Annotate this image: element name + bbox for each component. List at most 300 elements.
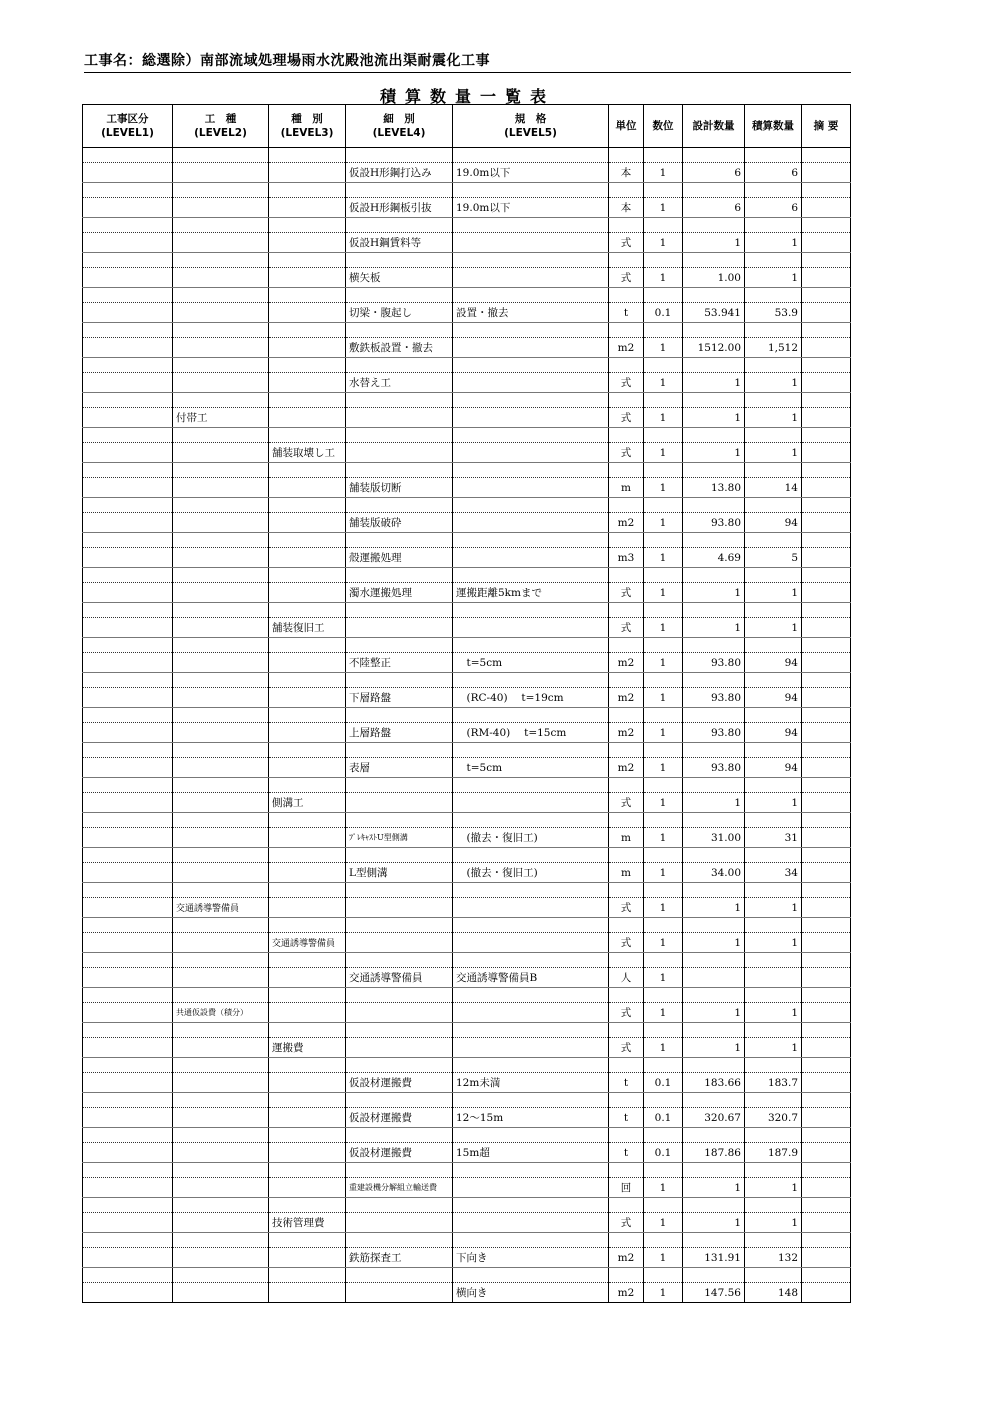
table-row <box>83 303 851 323</box>
spacer-cell <box>609 883 644 898</box>
remarks-cell <box>802 303 851 323</box>
spacer-cell <box>802 988 851 1003</box>
table-row <box>83 723 851 743</box>
spacer-cell <box>83 1023 173 1038</box>
spacer-cell <box>683 603 745 618</box>
spacer-cell <box>609 813 644 828</box>
level2-cell <box>173 688 269 708</box>
level5-cell: 19.0m以下 <box>453 163 609 183</box>
level3-cell <box>269 898 346 918</box>
spacer-cell <box>609 1023 644 1038</box>
unit-cell: 式 <box>609 1213 644 1233</box>
spacer-cell <box>644 953 683 968</box>
level3-cell <box>269 548 346 568</box>
remarks-cell <box>802 338 851 358</box>
level3-cell: 交通誘導警備員 <box>269 933 346 953</box>
spacer-row <box>83 638 851 653</box>
spacer-cell <box>745 708 802 723</box>
spacer-cell <box>83 1093 173 1108</box>
spacer-cell <box>609 393 644 408</box>
spacer-cell <box>745 778 802 793</box>
calc-qty-cell: 1 <box>745 583 802 603</box>
spacer-cell <box>453 988 609 1003</box>
level2-cell <box>173 338 269 358</box>
spacer-cell <box>83 918 173 933</box>
spacer-cell <box>269 1128 346 1143</box>
spacer-row <box>83 778 851 793</box>
table-row <box>83 443 851 463</box>
digit-cell: 1 <box>644 723 683 743</box>
remarks-cell <box>802 1108 851 1128</box>
calc-qty-cell: 1 <box>745 618 802 638</box>
spacer-cell <box>802 953 851 968</box>
spacer-cell <box>269 603 346 618</box>
level3-cell <box>269 653 346 673</box>
spacer-cell <box>346 848 453 863</box>
spacer-cell <box>745 498 802 513</box>
level2-cell <box>173 758 269 778</box>
spacer-cell <box>83 778 173 793</box>
design-qty-cell: 6 <box>683 163 745 183</box>
spacer-cell <box>745 358 802 373</box>
design-qty-cell: 93.80 <box>683 758 745 778</box>
spacer-cell <box>173 918 269 933</box>
spacer-cell <box>609 323 644 338</box>
spacer-cell <box>83 1128 173 1143</box>
level1-cell <box>83 1143 173 1163</box>
spacer-cell <box>173 883 269 898</box>
spacer-cell <box>83 218 173 233</box>
spacer-cell <box>609 603 644 618</box>
spacer-cell <box>745 183 802 198</box>
spacer-cell <box>269 1268 346 1283</box>
level4-cell: 交通誘導警備員 <box>346 968 453 988</box>
spacer-cell <box>802 183 851 198</box>
spacer-cell <box>346 1198 453 1213</box>
spacer-cell <box>802 393 851 408</box>
level5-cell <box>453 548 609 568</box>
col-design-qty-header <box>683 105 745 148</box>
level2-cell <box>173 1213 269 1233</box>
spacer-cell <box>683 428 745 443</box>
spacer-cell <box>83 253 173 268</box>
unit-cell: m2 <box>609 513 644 533</box>
spacer-row <box>83 1163 851 1178</box>
remarks-cell <box>802 513 851 533</box>
calc-qty-cell: 1 <box>745 443 802 463</box>
digit-cell: 0.1 <box>644 1143 683 1163</box>
spacer-cell <box>83 323 173 338</box>
level5-cell <box>453 793 609 813</box>
table-row <box>83 688 851 708</box>
remarks-cell <box>802 653 851 673</box>
design-qty-cell: 1 <box>683 443 745 463</box>
spacer-cell <box>683 743 745 758</box>
spacer-cell <box>683 568 745 583</box>
spacer-cell <box>802 1058 851 1073</box>
remarks-cell <box>802 548 851 568</box>
spacer-cell <box>644 463 683 478</box>
header-sublabel: (LEVEL2) <box>194 127 247 139</box>
spacer-cell <box>609 988 644 1003</box>
spacer-cell <box>644 428 683 443</box>
design-qty-cell: 53.941 <box>683 303 745 323</box>
calc-qty-cell: 1 <box>745 408 802 428</box>
level3-cell: 舗装復旧工 <box>269 618 346 638</box>
spacer-cell <box>453 253 609 268</box>
level5-cell <box>453 338 609 358</box>
level5-cell: (撤去・復旧工) <box>453 828 609 848</box>
spacer-row <box>83 323 851 338</box>
spacer-cell <box>644 813 683 828</box>
table-row <box>83 163 851 183</box>
unit-cell: 式 <box>609 583 644 603</box>
spacer-cell <box>802 813 851 828</box>
spacer-cell <box>453 1128 609 1143</box>
spacer-cell <box>802 463 851 478</box>
level3-cell <box>269 408 346 428</box>
spacer-cell <box>173 1128 269 1143</box>
level3-cell <box>269 338 346 358</box>
digit-cell: 0.1 <box>644 303 683 323</box>
level4-cell <box>346 443 453 463</box>
level1-cell <box>83 1213 173 1233</box>
spacer-row <box>83 848 851 863</box>
level3-cell: 技術管理費 <box>269 1213 346 1233</box>
digit-cell: 0.1 <box>644 1073 683 1093</box>
level5-cell <box>453 1003 609 1023</box>
level2-cell <box>173 373 269 393</box>
spacer-cell <box>609 1058 644 1073</box>
digit-cell: 1 <box>644 198 683 218</box>
calc-qty-cell: 1 <box>745 1038 802 1058</box>
design-qty-cell: 1 <box>683 1178 745 1198</box>
level3-cell <box>269 1283 346 1303</box>
level3-cell <box>269 233 346 253</box>
level3-cell <box>269 198 346 218</box>
spacer-row <box>83 813 851 828</box>
spacer-cell <box>453 428 609 443</box>
level5-cell <box>453 478 609 498</box>
table-row <box>83 1178 851 1198</box>
unit-cell: 本 <box>609 198 644 218</box>
spacer-cell <box>269 1058 346 1073</box>
spacer-cell <box>683 883 745 898</box>
spacer-row <box>83 533 851 548</box>
level1-cell <box>83 548 173 568</box>
spacer-cell <box>269 288 346 303</box>
design-qty-cell: 1 <box>683 583 745 603</box>
spacer-cell <box>683 288 745 303</box>
unit-cell: t <box>609 1108 644 1128</box>
spacer-row <box>83 288 851 303</box>
digit-cell: 1 <box>644 373 683 393</box>
spacer-cell <box>83 428 173 443</box>
unit-cell: 式 <box>609 1038 644 1058</box>
spacer-cell <box>83 1198 173 1213</box>
spacer-cell <box>83 813 173 828</box>
spacer-cell <box>83 708 173 723</box>
spacer-cell <box>802 1268 851 1283</box>
level2-cell <box>173 828 269 848</box>
spacer-cell <box>683 1163 745 1178</box>
unit-cell: 式 <box>609 443 644 463</box>
level1-cell <box>83 198 173 218</box>
level4-cell: 不陸整正 <box>346 653 453 673</box>
spacer-cell <box>346 463 453 478</box>
project-title: 工事名：総選除）南部流域処理場雨水沈殿池流出渠耐震化工事 <box>84 53 490 69</box>
design-qty-cell: 6 <box>683 198 745 218</box>
spacer-cell <box>269 1233 346 1248</box>
spacer-cell <box>609 673 644 688</box>
spacer-cell <box>269 638 346 653</box>
spacer-cell <box>346 988 453 1003</box>
spacer-cell <box>453 323 609 338</box>
spacer-cell <box>346 673 453 688</box>
table-row <box>83 828 851 848</box>
spacer-cell <box>453 218 609 233</box>
document-title: 積算数量一覧表 <box>379 87 555 106</box>
spacer-cell <box>269 148 346 163</box>
spacer-cell <box>269 1023 346 1038</box>
spacer-cell <box>453 918 609 933</box>
spacer-cell <box>683 358 745 373</box>
spacer-cell <box>83 148 173 163</box>
spacer-cell <box>269 568 346 583</box>
spacer-cell <box>802 673 851 688</box>
spacer-cell <box>346 323 453 338</box>
spacer-cell <box>83 1233 173 1248</box>
spacer-row <box>83 918 851 933</box>
col-level4-header <box>346 105 453 148</box>
spacer-cell <box>609 1268 644 1283</box>
unit-cell: t <box>609 303 644 323</box>
design-qty-cell: 1 <box>683 1038 745 1058</box>
spacer-cell <box>609 358 644 373</box>
spacer-row <box>83 953 851 968</box>
level2-cell <box>173 618 269 638</box>
spacer-cell <box>644 1268 683 1283</box>
table-row <box>83 898 851 918</box>
spacer-cell <box>802 918 851 933</box>
level5-cell <box>453 233 609 253</box>
level2-cell <box>173 1108 269 1128</box>
level1-cell <box>83 968 173 988</box>
spacer-row <box>83 1268 851 1283</box>
spacer-cell <box>802 708 851 723</box>
design-qty-cell: 13.80 <box>683 478 745 498</box>
design-qty-cell: 4.69 <box>683 548 745 568</box>
level5-cell <box>453 443 609 463</box>
calc-qty-cell: 14 <box>745 478 802 498</box>
col-unit-header <box>609 105 644 148</box>
level3-cell <box>269 1108 346 1128</box>
spacer-cell <box>269 393 346 408</box>
level5-cell: 12～15m <box>453 1108 609 1128</box>
spacer-cell <box>173 1058 269 1073</box>
table-row <box>83 233 851 253</box>
design-qty-cell: 34.00 <box>683 863 745 883</box>
spacer-cell <box>644 638 683 653</box>
spacer-cell <box>173 778 269 793</box>
remarks-cell <box>802 583 851 603</box>
level5-cell: 下向き <box>453 1248 609 1268</box>
spacer-cell <box>609 778 644 793</box>
calc-qty-cell: 183.7 <box>745 1073 802 1093</box>
spacer-cell <box>745 953 802 968</box>
col-digit-header <box>644 105 683 148</box>
digit-cell: 1 <box>644 828 683 848</box>
spacer-cell <box>83 988 173 1003</box>
design-qty-cell: 93.80 <box>683 513 745 533</box>
spacer-cell <box>346 883 453 898</box>
unit-cell: 式 <box>609 373 644 393</box>
calc-qty-cell: 1 <box>745 793 802 813</box>
spacer-cell <box>644 288 683 303</box>
level5-cell: t=5cm <box>453 653 609 673</box>
level3-cell <box>269 583 346 603</box>
spacer-cell <box>802 1093 851 1108</box>
digit-cell: 1 <box>644 968 683 988</box>
spacer-cell <box>609 1233 644 1248</box>
level1-cell <box>83 443 173 463</box>
level5-cell: (RM-40) t=15cm <box>453 723 609 743</box>
level1-cell <box>83 618 173 638</box>
table-row <box>83 653 851 673</box>
level1-cell <box>83 898 173 918</box>
digit-cell: 0.1 <box>644 1108 683 1128</box>
spacer-cell <box>269 218 346 233</box>
spacer-row <box>83 1198 851 1213</box>
table-row <box>83 408 851 428</box>
design-qty-cell: 1 <box>683 1213 745 1233</box>
design-qty-cell: 93.80 <box>683 723 745 743</box>
level2-cell: 付帯工 <box>173 408 269 428</box>
spacer-cell <box>346 778 453 793</box>
spacer-cell <box>609 568 644 583</box>
spacer-cell <box>83 673 173 688</box>
digit-cell: 1 <box>644 653 683 673</box>
design-qty-cell: 183.66 <box>683 1073 745 1093</box>
level3-cell <box>269 968 346 988</box>
table-row <box>83 268 851 288</box>
spacer-cell <box>644 988 683 1003</box>
level5-cell: 交通誘導警備員B <box>453 968 609 988</box>
level1-cell <box>83 163 173 183</box>
spacer-cell <box>802 148 851 163</box>
level4-cell <box>346 898 453 918</box>
calc-qty-cell: 132 <box>745 1248 802 1268</box>
level5-cell <box>453 1038 609 1058</box>
design-qty-cell: 31.00 <box>683 828 745 848</box>
spacer-cell <box>173 1163 269 1178</box>
level5-cell: 19.0m以下 <box>453 198 609 218</box>
design-qty-cell <box>683 968 745 988</box>
spacer-cell <box>453 1058 609 1073</box>
spacer-row <box>83 183 851 198</box>
spacer-cell <box>453 883 609 898</box>
level2-cell <box>173 478 269 498</box>
spacer-cell <box>269 813 346 828</box>
level5-cell <box>453 1178 609 1198</box>
spacer-cell <box>802 533 851 548</box>
spacer-cell <box>173 638 269 653</box>
spacer-cell <box>83 183 173 198</box>
table-row <box>83 198 851 218</box>
spacer-cell <box>83 883 173 898</box>
spacer-cell <box>269 498 346 513</box>
spacer-cell <box>173 148 269 163</box>
spacer-cell <box>745 1093 802 1108</box>
spacer-cell <box>644 568 683 583</box>
spacer-cell <box>609 1198 644 1213</box>
spacer-cell <box>644 183 683 198</box>
table-row <box>83 618 851 638</box>
spacer-cell <box>802 1163 851 1178</box>
level3-cell <box>269 163 346 183</box>
spacer-row <box>83 988 851 1003</box>
spacer-cell <box>83 1058 173 1073</box>
level4-cell: 舗装版切断 <box>346 478 453 498</box>
spacer-cell <box>644 1198 683 1213</box>
unit-cell: 式 <box>609 933 644 953</box>
spacer-cell <box>269 848 346 863</box>
unit-cell: t <box>609 1143 644 1163</box>
spacer-cell <box>644 603 683 618</box>
spacer-cell <box>609 1128 644 1143</box>
design-qty-cell: 1 <box>683 233 745 253</box>
spacer-cell <box>173 288 269 303</box>
spacer-cell <box>683 988 745 1003</box>
spacer-cell <box>745 218 802 233</box>
design-qty-cell: 131.91 <box>683 1248 745 1268</box>
spacer-cell <box>83 603 173 618</box>
level3-cell: 側溝工 <box>269 793 346 813</box>
spacer-cell <box>745 813 802 828</box>
level3-cell: 舗装取壊し工 <box>269 443 346 463</box>
spacer-row <box>83 1093 851 1108</box>
spacer-cell <box>609 918 644 933</box>
level1-cell <box>83 933 173 953</box>
level2-cell <box>173 1038 269 1058</box>
level5-cell <box>453 513 609 533</box>
remarks-cell <box>802 1283 851 1303</box>
spacer-cell <box>745 1233 802 1248</box>
spacer-cell <box>644 218 683 233</box>
spacer-cell <box>346 1093 453 1108</box>
unit-cell: 本 <box>609 163 644 183</box>
level5-cell: 運搬距離5kmまで <box>453 583 609 603</box>
remarks-cell <box>802 163 851 183</box>
level3-cell <box>269 1073 346 1093</box>
level3-cell <box>269 303 346 323</box>
level3-cell <box>269 688 346 708</box>
header-sublabel: (LEVEL4) <box>372 127 426 139</box>
spacer-cell <box>609 848 644 863</box>
level2-cell <box>173 1283 269 1303</box>
calc-qty-cell: 1,512 <box>745 338 802 358</box>
remarks-cell <box>802 863 851 883</box>
table-row <box>83 338 851 358</box>
spacer-cell <box>346 1128 453 1143</box>
spacer-cell <box>453 813 609 828</box>
level1-cell <box>83 303 173 323</box>
calc-qty-cell: 34 <box>745 863 802 883</box>
calc-qty-cell: 320.7 <box>745 1108 802 1128</box>
spacer-cell <box>644 743 683 758</box>
design-qty-cell: 1 <box>683 933 745 953</box>
spacer-cell <box>683 638 745 653</box>
